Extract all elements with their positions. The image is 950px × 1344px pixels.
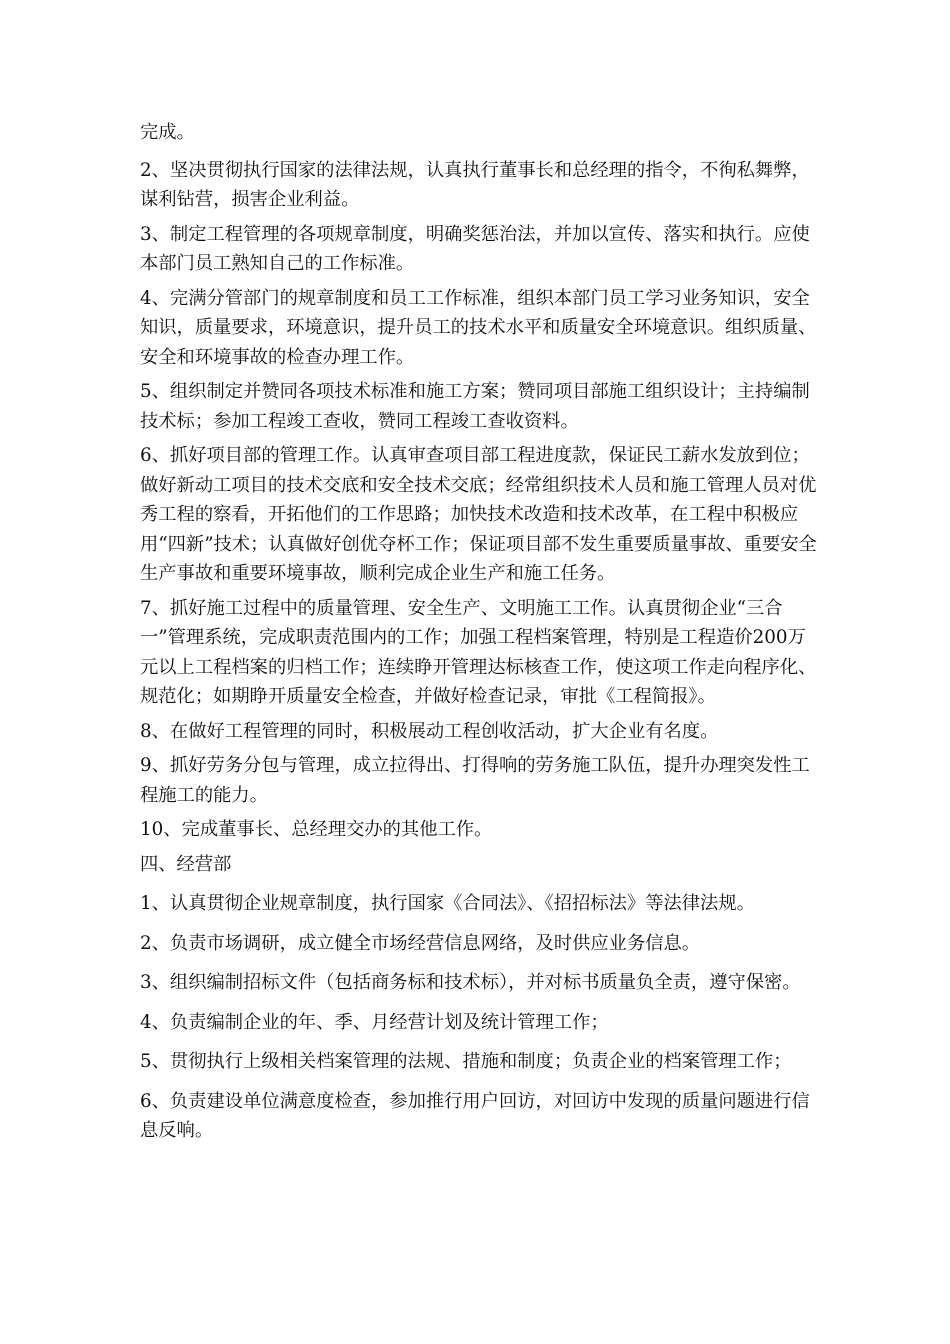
business-item-6: 6、负责建设单位满意度检查，参加推行用户回访，对回访中发现的质量问题进行信息反响。 bbox=[140, 1090, 810, 1141]
paragraph-item-7: 7、抓好施工过程中的质量管理、安全生产、文明施工工作。认真贯彻企业“三合一”管理系统，完成职责范围内的工作；加强工程档案管理，特别是工程造价200万元以上工程档案的归档工作；连续睁开管理达标核查工作，使这项工作走向程序化、规范化；如期睁开质量安全检查，并做好检查记录，审批《工程简报》。 bbox=[140, 597, 817, 707]
business-item-4: 4、负责编制企业的年、季、月经营计划及统计管理工作； bbox=[140, 1011, 609, 1033]
paragraph-item-2: 2、坚决贯彻执行国家的法律法规，认真执行董事长和总经理的指令，不徇私舞弊，谋利钻营，损害企业利益。 bbox=[140, 159, 810, 210]
business-item-3: 3、组织编制招标文件（包括商务标和技术标），并对标书质量负全责，遵守保密。 bbox=[140, 972, 801, 993]
section-heading-business-dept: 四、经营部 bbox=[140, 853, 232, 875]
paragraph-item-4: 4、完满分管部门的规章制度和员工工作标准，组织本部门员工学习业务知识，安全知识，质量要求，环境意识，提升员工的技术水平和质量安全环境意识。组织质量、安全和环境事故的检查办理工作。 bbox=[140, 287, 817, 368]
document-body bbox=[140, 118, 820, 1146]
paragraph-item-8: 8、在做好工程管理的同时，积极展动工程创收活动，扩大企业有名度。 bbox=[140, 720, 719, 742]
paragraph-continuation: 完成。 bbox=[140, 122, 195, 143]
business-item-2: 2、负责市场调研，成立健全市场经营信息网络，及时供应业务信息。 bbox=[140, 932, 701, 954]
business-item-1: 1、认真贯彻企业规章制度，执行国家《合同法》、《招招标法》等法律法规。 bbox=[140, 893, 755, 914]
paragraph-item-9: 9、抓好劳务分包与管理，成立拉得出、打得响的劳务施工队伍，提升办理突发性工程施工的能力。 bbox=[140, 755, 810, 806]
paragraph-item-10: 10、完成董事长、总经理交办的其他工作。 bbox=[140, 819, 493, 840]
paragraph-item-3: 3、制定工程管理的各项规章制度，明确奖惩治法，并加以宣传、落实和执行。应使本部门员工熟知自己的工作标准。 bbox=[140, 223, 810, 274]
paragraph-item-5: 5、组织制定并赞同各项技术标准和施工方案；赞同项目部施工组织设计；主持编制技术标；参加工程竣工查收，赞同工程竣工查收资料。 bbox=[140, 381, 810, 432]
business-item-5: 5、贯彻执行上级相关档案管理的法规、措施和制度；负责企业的档案管理工作； bbox=[140, 1051, 792, 1072]
paragraph-item-6: 6、抓好项目部的管理工作。认真审查项目部工程进度款，保证民工薪水发放到位；做好新动工项目的技术交底和安全技术交底；经常组织技术人员和施工管理人员对优秀工程的察看，开拓他们的工作思路；加快技术改造和技术改革，在工程中积极应用“四新”技术；认真做好创优夺杯工作；保证项目部不发生重要质量事故、重要安全生产事故和重要环境事故，顺利完成企业生产和施工任务。 bbox=[140, 445, 817, 584]
